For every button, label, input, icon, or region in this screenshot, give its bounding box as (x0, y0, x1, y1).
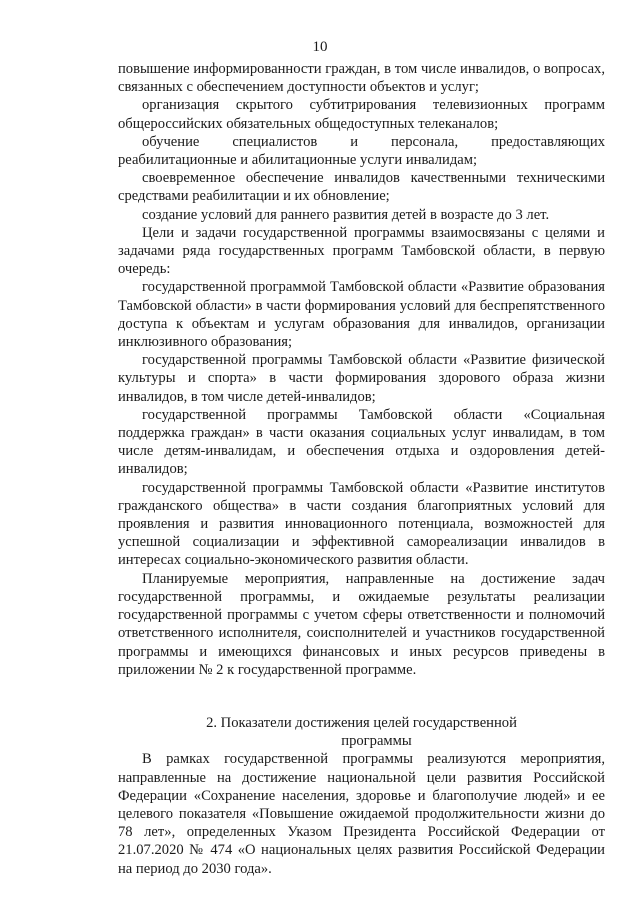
paragraph-program-social-support: государственной программы Тамбовской области «Социальная поддержка граждан» в части оказания социальных услуг инвалидам, в том числе детям-инвалидам, и обеспечения отдыха и оздоровления детей-инвалидов; (118, 406, 605, 478)
paragraph-technical-means: своевременное обеспечение инвалидов качественными техническими средствами реабилитации и их обновление; (118, 170, 605, 205)
paragraph-subtitling: организация скрытого субтитрирования телевизионных программ общероссийских обязательных общедоступных телеканалов; (118, 97, 605, 132)
paragraph-program-sport: государственной программы Тамбовской области «Развитие физической культуры и спорта» в части формирования здорового образа жизни инвалидов, в том числе детей-инвалидов; (118, 352, 605, 405)
section-heading (118, 714, 605, 750)
page-number: 10 (312, 39, 328, 55)
section-heading-line2: программы (341, 733, 412, 750)
paragraph-training: обучение специалистов и персонала, предоставляющих реабилитационные и абилитационные услуги инвалидам; (118, 133, 605, 169)
document-body (118, 60, 605, 878)
paragraph-goals-linkage: Цели и задачи государственной программы взаимосвязаны с целями и задачами ряда государственных программ Тамбовской области, в первую очередь: (118, 224, 605, 278)
paragraph-awareness: повышение информированности граждан, в том числе инвалидов, о вопросах, связанных с обеспечением доступности объектов и услуг; (118, 61, 605, 96)
paragraph-early-development: создание условий для раннего развития детей в возрасте до 3 лет. (142, 206, 550, 223)
section-heading-line1: 2. Показатели достижения целей государственной (206, 714, 517, 731)
paragraph-program-civil-society: государственной программы Тамбовской области «Развитие институтов гражданского общества» в части создания благоприятных условий для проявления и развития инновационного потенциала, возможностей для успешной социализации и эффективной самореализации инвалидов в интересах социально-экономического развития области. (118, 479, 605, 569)
paragraph-national-goal: В рамках государственной программы реализуются мероприятия, направленные на достижение национальной цели развития Российской Федерации «Сохранение населения, здоровье и благополучие людей» и ее целевого показателя «Повышение ожидаемой продолжительности жизни до 78 лет», определенных Указом Президента Российской Федерации от 21.07.2020 № 474 «О национальных целях развития Российской Федерации на период до 2030 года». (118, 751, 605, 877)
paragraph-planned-measures: Планируемые мероприятия, направленные на достижение задач государственной программы, и ожидаемые результаты реализации государственной программы с учетом сферы ответственности и полномочий ответственного исполнителя, соисполнителей и участников государственной программы и имеющихся финансовых и иных ресурсов приведены в приложении № 2 к государственной программе. (118, 570, 605, 678)
paragraph-program-education: государственной программой Тамбовской области «Развитие образования Тамбовской области» в части формирования условий для беспрепятственного доступа к объектам и услугам образования для инвалидов, организации инклюзивного образования; (118, 279, 605, 351)
